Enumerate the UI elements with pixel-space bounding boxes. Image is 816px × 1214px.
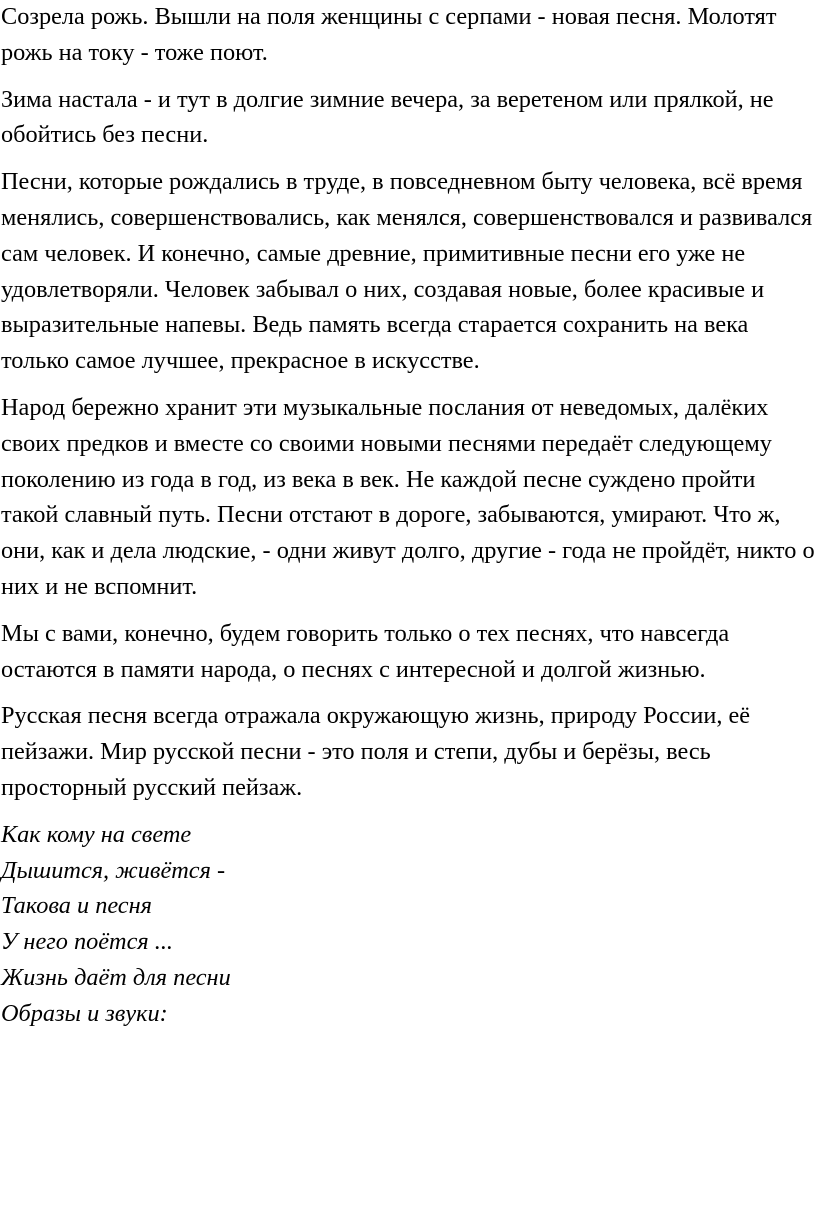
verse-line: Жизнь даёт для песни: [1, 963, 231, 991]
verse-line: Образы и звуки:: [1, 999, 168, 1027]
paragraph-songs-in-labor: Песни, которые рождались в труде, в повседневном быту человека, всё время менялись, совершенствовались, как менялся, совершенствовался и развивался сам человек. И конечно, самые древние, примитивные песни его уже не удовлетворяли. Человек забывал о них, создавая новые, более красивые и выразительные напевы. Ведь память всегда старается сохранить на века только самое лучшее, прекрасное в искусстве.: [1, 168, 813, 375]
paragraph-lasting-songs: Мы с вами, конечно, будем говорить только о тех песнях, что навсегда остаются в памяти народа, о песнях с интересной и долгой жизнью.: [1, 619, 730, 683]
paragraph-winter: Зима настала - и тут в долгие зимние вечера, за веретеном или прялкой, не обойтись без песни.: [1, 85, 774, 149]
verse-line: У него поётся ...: [1, 928, 173, 956]
verse-line: Дышится, живётся -: [1, 856, 226, 884]
paragraph-people-preserve: Народ бережно хранит эти музыкальные послания от неведомых, далёких своих предков и вместе со своими новыми песнями передаёт следующему поколению из года в год, из века в век. Не каждой песне суждено пройти такой славный путь. Песни отстают в дороге, забываются, умирают. Что ж, они, как и дела людские, - одни живут долго, другие - года не пройдёт, никто о них и не вспомнит.: [1, 393, 815, 600]
verse-quote: [1, 817, 816, 1032]
paragraph-rye-harvest: Созрела рожь. Вышли на поля женщины с серпами - новая песня. Молотят рожь на току - тоже поют.: [1, 3, 777, 66]
verse-line: Такова и песня: [1, 892, 152, 920]
verse-line: Как кому на свете: [1, 820, 192, 848]
paragraph-russian-landscape: Русская песня всегда отражала окружающую жизнь, природу России, её пейзажи. Мир русской песни - это поля и степи, дубы и берёзы, весь просторный русский пейзаж.: [1, 702, 751, 801]
